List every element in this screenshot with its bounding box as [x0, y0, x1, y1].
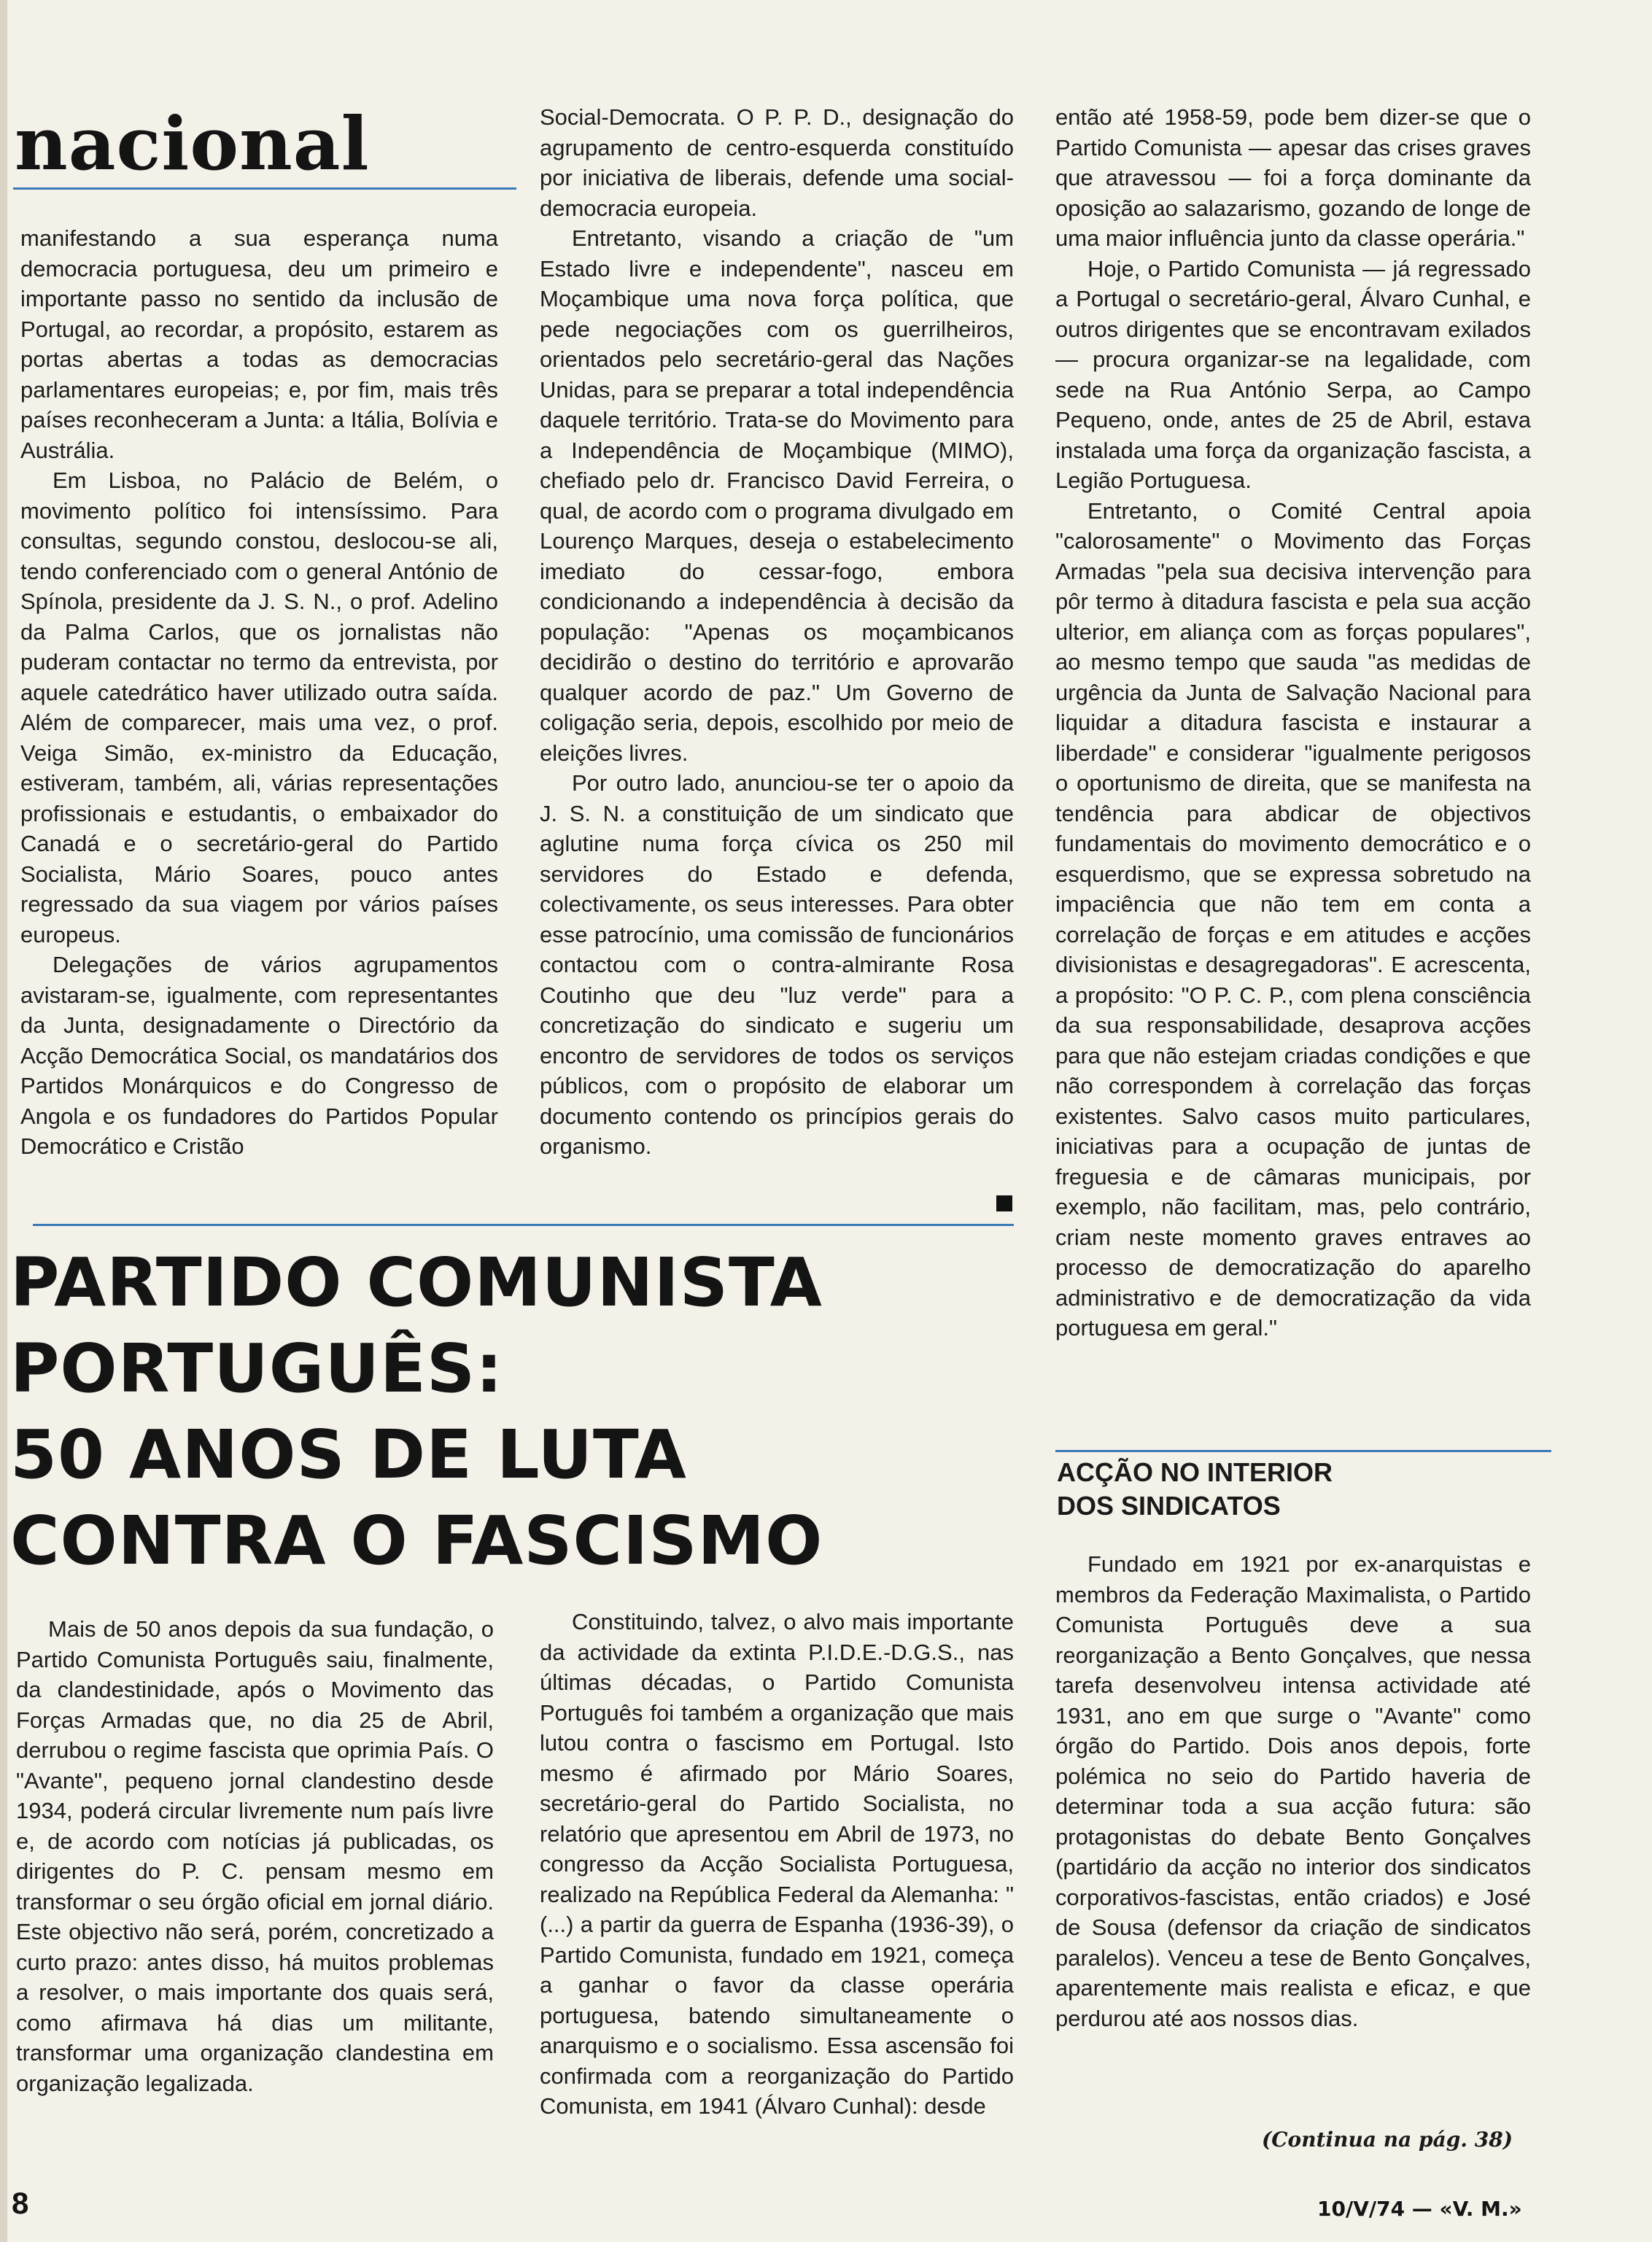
page-binding-edge — [0, 0, 7, 2242]
paragraph: então até 1958-59, pode bem dizer-se que o Partido Comunista — apesar das crises graves que atravessou — foi a força dominante da oposição ao salazarismo, gozando de longe de uma maior influência junto da classe operária." — [1055, 104, 1531, 251]
subheading-line: DOS SINDICATOS — [1057, 1491, 1281, 1521]
section-title: nacional — [15, 101, 370, 187]
headline-rule — [33, 1224, 1014, 1226]
column-3-top — [1055, 102, 1531, 1343]
paragraph: Delegações de vários agrupamentos avistaram-se, igualmente, com representantes da Junta, designadamente o Directório da Acção Democrática Social, os mandatários dos Partidos Monárquicos e do Congresso de Angola e os fundadores do Partidos Popular Democrático e Cristão — [20, 952, 498, 1159]
paragraph: Entretanto, visando a criação de "um Estado livre e independente", nasceu em Moçambique uma nova força política, que pede negociações com os guerrilheiros, orientados pelo secretário-geral das Nações Unidas, para se preparar a total independência daquele território. Trata-se do Movimento para a Independência de Moçambique (MIMO), chefiado pelo dr. Francisco David Ferreira, o qual, de acordo com o programa divulgado em Lourenço Marques, deseja o estabelecimento imediato do cessar-fogo, embora condicionando a independência à decisão da população: "Apenas os moçambicanos decidirão o destino do território e aprovarão qualquer acordo de paz." Um Governo de coligação seria, depois, escolhido por meio de eleições livres. — [540, 225, 1014, 766]
headline-line: PARTIDO COMUNISTA — [10, 1244, 823, 1322]
headline-line: PORTUGUÊS: — [10, 1330, 503, 1408]
subheading-line: ACÇÃO NO INTERIOR — [1057, 1457, 1333, 1487]
column-2-top — [540, 102, 1014, 1162]
paragraph: Por outro lado, anunciou-se ter o apoio da J. S. N. a constituição de um sindicato que aglutine numa força cívica os 250 mil servidores do Estado e defenda, colectivamente, os seus interesses. Para obter esse patrocínio, uma comissão de funcionários contactou com o contra-almirante Rosa Coutinho que deu "luz verde" para a concretização do sindicato e sugeriu um encontro de servidores de todos os serviços públicos, com o propósito de elaborar um documento contendo os princípios gerais do organismo. — [540, 770, 1014, 1159]
paragraph: Hoje, o Partido Comunista — já regressado a Portugal o secretário-geral, Álvaro Cunhal, e outros dirigentes que se encontravam exilados — procura organizar-se na legalidade, com sede na Rua António Serpa, ao Campo Pequeno, onde, antes de 25 de Abril, estava instalada uma força da organização fascista, a Legião Portuguesa. — [1055, 255, 1531, 493]
column-2-bottom — [540, 1607, 1014, 2122]
continuation-note: (Continua na pág. 38) — [1262, 2127, 1513, 2152]
column-1-bottom — [16, 1614, 494, 2098]
column-3-bottom — [1055, 1549, 1531, 2033]
subhead-rule — [1055, 1450, 1551, 1452]
paragraph: Social-Democrata. O P. P. D., designação do agrupamento de centro-esquerda constituído por iniciativa de liberais, defende uma social-democracia europeia. — [540, 104, 1014, 221]
paragraph: Entretanto, o Comité Central apoia "calorosamente" o Movimento das Forças Armadas "pela sua decisiva intervenção para pôr termo à ditadura fascista e pela sua acção ulterior, em aliança com as forças populares", ao mesmo tempo que sauda "as medidas de urgência da Junta de Salvação Nacional para liquidar a ditadura fascista e instaurar a liberdade" e considerar "igualmente perigosos o oportunismo de direita, que se manifesta na tendência para abdicar de objectivos fundamentais do movimento democrático e o esquerdismo, que se expressa sobretudo na impaciência que não tem em conta a correlação de forças e em atitudes e acções divisionistas e desagregadoras". E acrescenta, a propósito: "O P. C. P., com plena consciência da sua responsabilidade, desaprova acções para que não estejam criadas condições e que não correspondem à correlação das forças existentes. Salvo casos muito particulares, iniciativas para a ocupação de juntas de freguesia e de câmaras municipais, por exemplo, não facilitam, mas, pelo contrário, criam neste momento graves entraves ao processo de democratização do aparelho administrativo e de democratização da vida portuguesa em geral." — [1055, 497, 1531, 1341]
issue-footer: 10/V/74 — «V. M.» — [1317, 2197, 1522, 2221]
article-end-mark — [996, 1195, 1012, 1211]
page-number: 8 — [12, 2186, 29, 2220]
column-1-top — [20, 223, 498, 1162]
paragraph: Mais de 50 anos depois da sua fundação, o Partido Comunista Português saiu, finalmente, da clandestinidade, após o Movimento das Forças Armadas que, no dia 25 de Abril, derrubou o regime fascista que oprimia País. O "Avante", pequeno jornal clandestino desde 1934, poderá circular livremente num país livre e, de acordo com notícias já publicadas, os dirigentes do P. C. pensam mesmo em transformar o seu órgão oficial em jornal diário. Este objectivo não será, porém, concretizado a curto prazo: antes disso, há muitos problemas a resolver, o mais importante dos quais será, como afirmava há dias um militante, transformar uma organização clandestina em organização legalizada. — [16, 1616, 494, 2096]
article-headline — [10, 1240, 922, 1584]
headline-line: CONTRA O FASCISMO — [10, 1502, 823, 1580]
paragraph: Fundado em 1921 por ex-anarquistas e membros da Federação Maximalista, o Partido Comunista Português deve a sua reorganização a Bento Gonçalves, que nessa tarefa desenvolveu intensa actividade até 1931, ano em que surge o "Avante" como órgão do Partido. Dois anos depois, forte polémica no seio do Partido haveria de determinar toda a sua acção futura: são protagonistas do debate Bento Gonçalves (partidário da acção no interior dos sindicatos corporativos-fascistas, então criados) e José de Sousa (defensor da criação de sindicatos paralelos). Venceu a tese de Bento Gonçalves, aparentemente mais realista e eficaz, e que perdurou até aos nossos dias. — [1055, 1551, 1531, 2031]
paragraph: Em Lisboa, no Palácio de Belém, o movimento político foi intensíssimo. Para consultas, segundo constou, deslocou-se ali, tendo conferenciado com o general António de Spínola, presidente da J. S. N., o prof. Adelino da Palma Carlos, que os jornalistas não puderam contactar no termo da entrevista, por aquele catedrático haver utilizado outra saída. Além de comparecer, mais uma vez, o prof. Veiga Simão, ex-ministro da Educação, estiveram, também, ali, várias representações profissionais e estudantis, o embaixador do Canadá e o secretário-geral do Partido Socialista, Mário Soares, pouco antes regressado da sua viagem por vários países europeus. — [20, 468, 498, 947]
section-rule — [13, 187, 516, 190]
headline-line: 50 ANOS DE LUTA — [10, 1416, 687, 1494]
paragraph: Constituindo, talvez, o alvo mais importante da actividade da extinta P.I.D.E.-D.G.S., nas últimas décadas, o Partido Comunista Português foi também a organização que mais lutou contra o fascismo em Portugal. Isto mesmo é afirmado por Mário Soares, secretário-geral do Partido Socialista, no relatório que apresentou em Abril de 1973, no congresso da Acção Socialista Portuguesa, realizado na República Federal da Alemanha: "(...) a partir da guerra de Espanha (1936-39), o Partido Comunista, fundado em 1921, começa a ganhar o favor da classe operária portuguesa, batendo simultaneamente o anarquismo e o socialismo. Essa ascensão foi confirmada com a reorganização do Partido Comunista, em 1941 (Álvaro Cunhal): desde — [540, 1609, 1014, 2119]
paragraph: manifestando a sua esperança numa democracia portuguesa, deu um primeiro e importante passo no sentido da inclusão de Portugal, ao recordar, a propósito, estarem as portas abertas a todas as democracias parlamentares europeias; e, por fim, mais três países reconheceram a Junta: a Itália, Bolívia e Austrália. — [20, 225, 498, 463]
subheading — [1057, 1456, 1567, 1523]
